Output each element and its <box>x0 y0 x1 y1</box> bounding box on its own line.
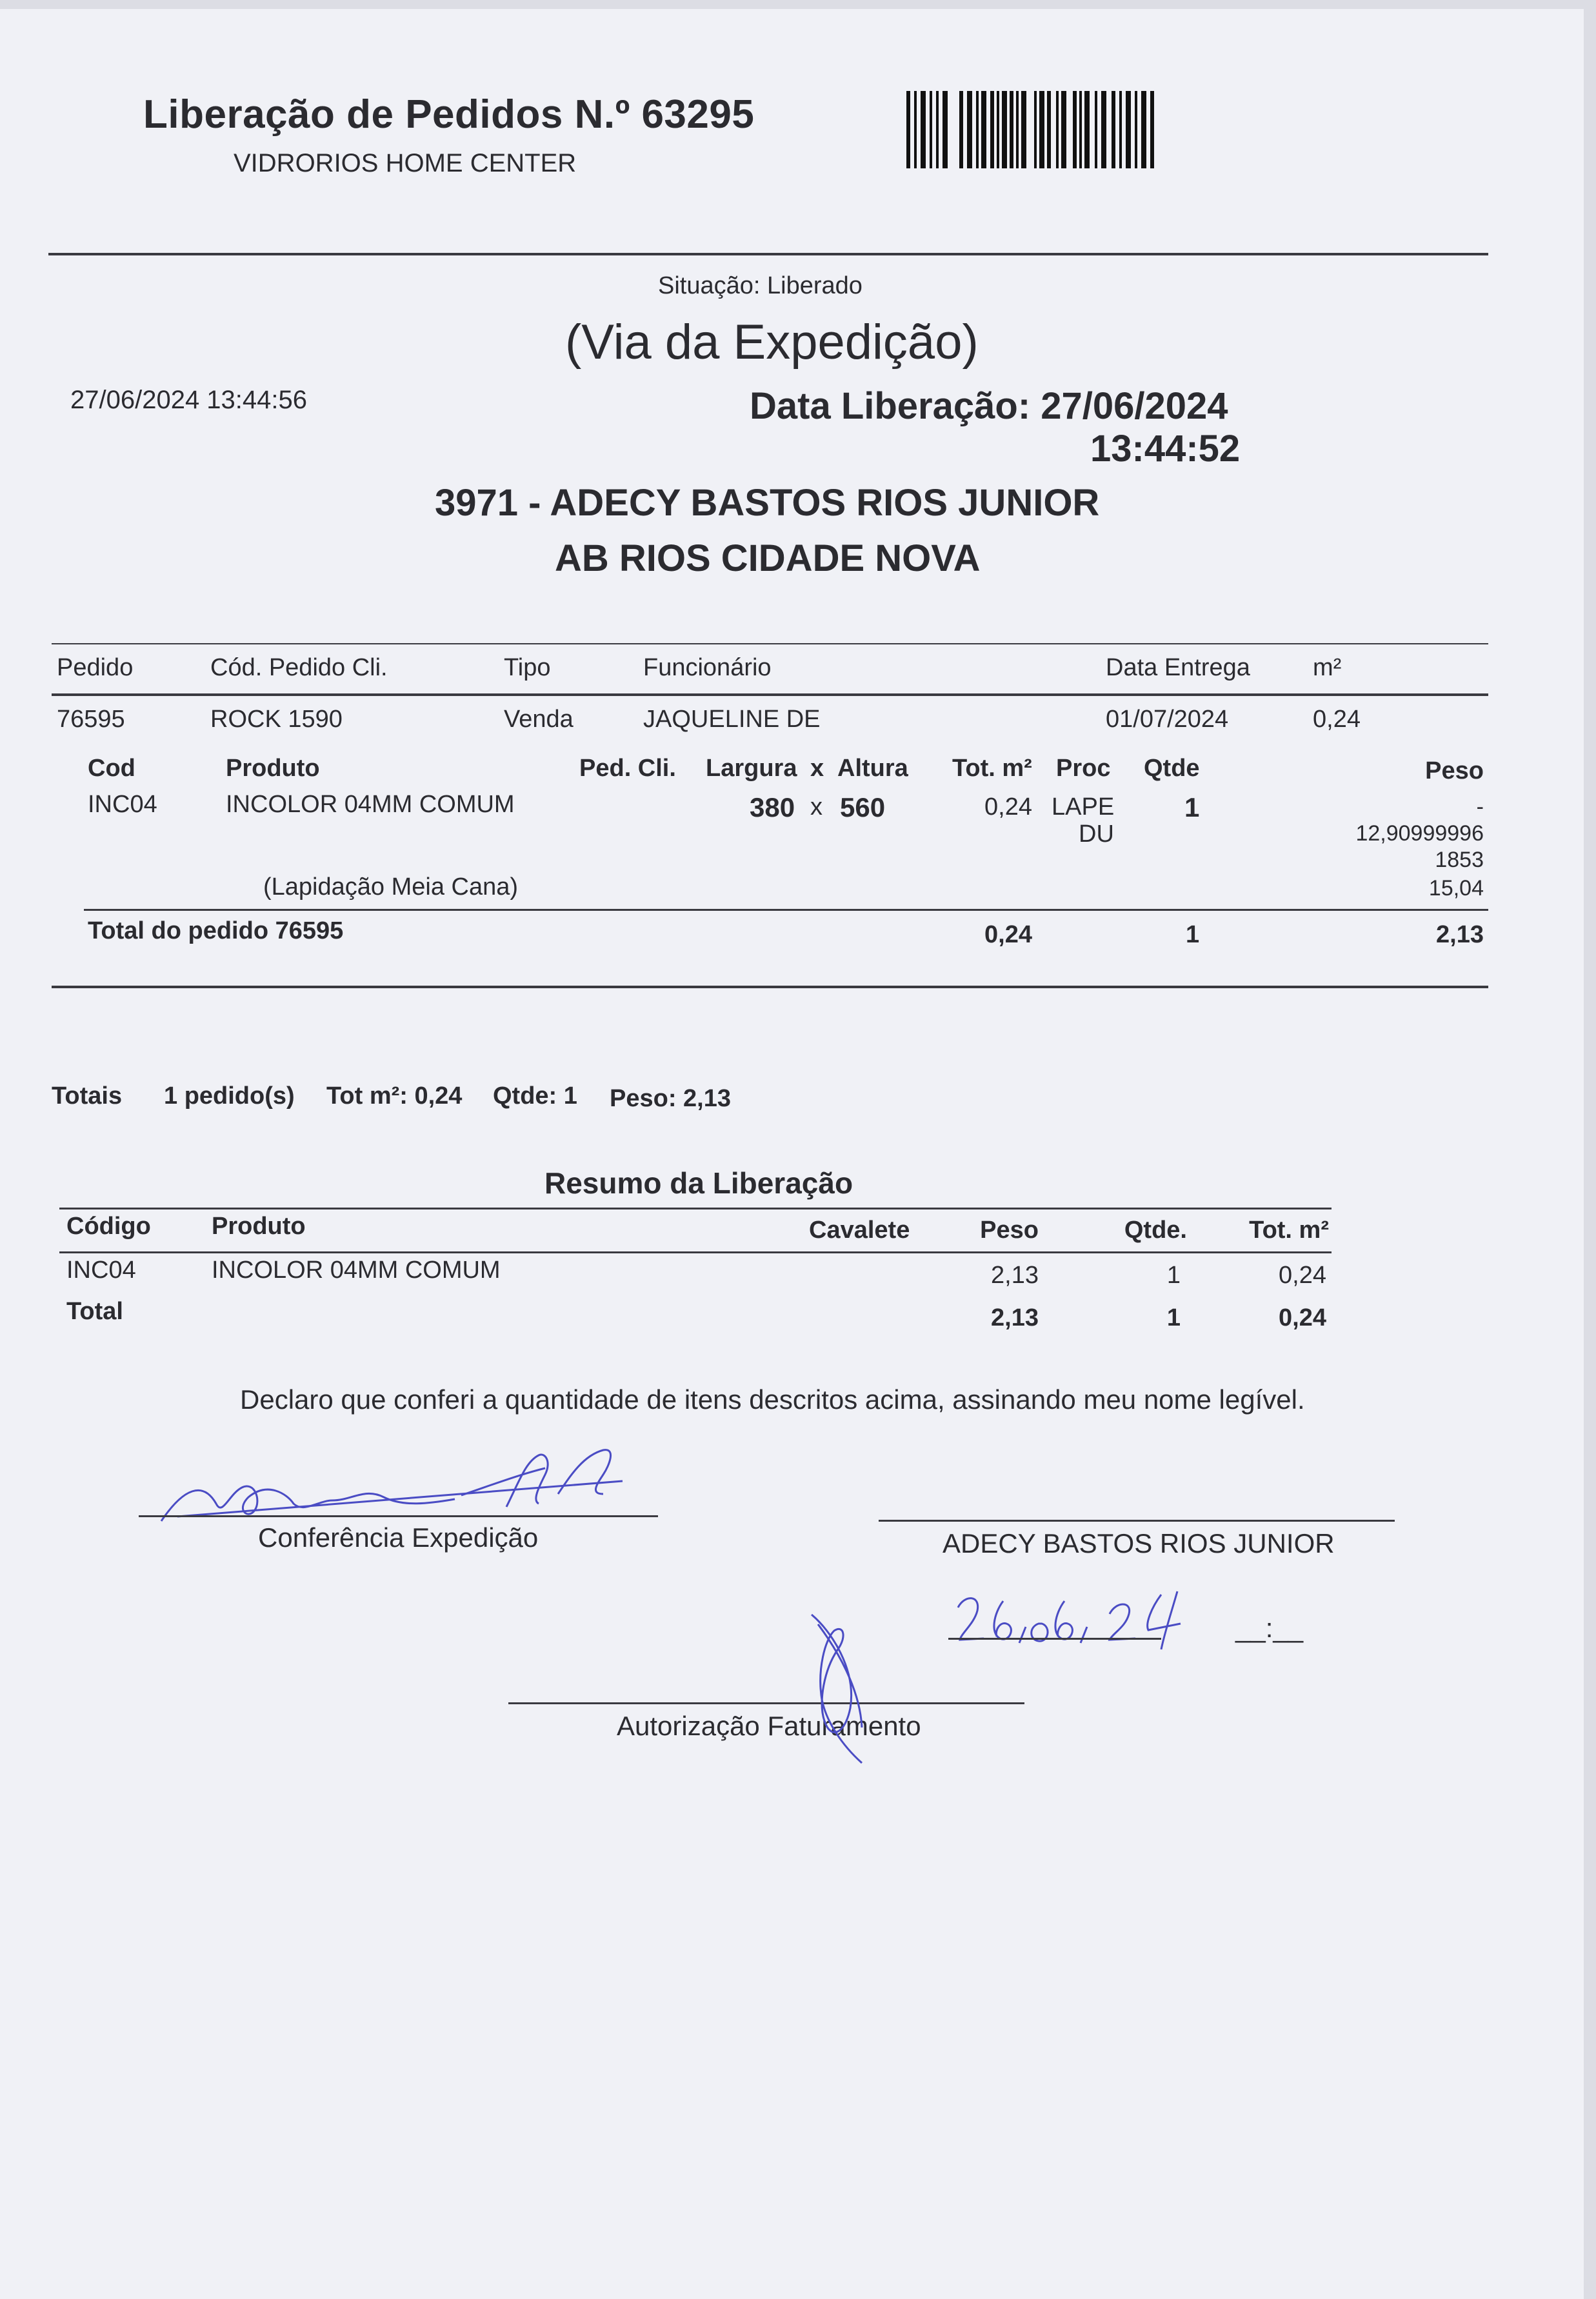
item-produto: INCOLOR 04MM COMUM <box>226 791 515 818</box>
total-pedido-peso: 2,13 <box>1436 921 1484 948</box>
client-store: AB RIOS CIDADE NOVA <box>555 537 981 579</box>
item-largura: 380 <box>750 792 795 822</box>
item-proc-line2: DU <box>1079 821 1114 848</box>
header-divider <box>48 253 1488 255</box>
total-pedido-label: Total do pedido 76595 <box>88 917 344 944</box>
data-liberacao: Data Liberação: 27/06/2024 <box>750 385 1228 427</box>
resumo-col-codigo: Código <box>66 1213 151 1240</box>
totais-qtde: Qtde: 1 <box>493 1082 577 1110</box>
autorizacao-line <box>508 1702 1024 1704</box>
print-datetime: 27/06/2024 13:44:56 <box>70 386 308 414</box>
totais-peso: Peso: 2,13 <box>610 1085 731 1112</box>
item-proc-line1: LAPE <box>1052 793 1115 821</box>
totais-pedidos: 1 pedido(s) <box>164 1082 295 1110</box>
item-cod: INC04 <box>88 791 157 818</box>
col-produto: Produto <box>226 755 320 782</box>
barcode <box>906 91 1158 168</box>
item-qtde: 1 <box>1184 792 1200 822</box>
col-tot-m2: Tot. m² <box>952 755 1032 782</box>
order-table-top-line <box>52 643 1488 644</box>
order-table-header-line <box>52 693 1488 696</box>
autorizacao-signature <box>805 1611 870 1766</box>
order-tipo: Venda <box>504 706 574 733</box>
resumo-col-produto: Produto <box>212 1213 306 1240</box>
col-cod-pedido-cli: Cód. Pedido Cli. <box>210 654 388 681</box>
item-peso-line4: 15,04 <box>1428 876 1484 901</box>
section-divider <box>52 986 1488 988</box>
col-peso: Peso <box>1425 757 1484 784</box>
order-cod-pedido-cli: ROCK 1590 <box>210 706 343 733</box>
conferencia-signature <box>158 1449 629 1526</box>
resumo-produto: INCOLOR 04MM COMUM <box>212 1257 501 1284</box>
date-time-blank: __:__ <box>1235 1613 1304 1643</box>
col-m2: m² <box>1313 654 1342 681</box>
resumo-codigo: INC04 <box>66 1257 136 1284</box>
resumo-qtde: 1 <box>1166 1262 1181 1289</box>
total-pedido-m2: 0,24 <box>984 921 1032 948</box>
col-data-entrega: Data Entrega <box>1106 654 1250 681</box>
conferencia-line <box>139 1515 658 1517</box>
col-proc: Proc <box>1056 755 1111 782</box>
resumo-col-tot-m2: Tot. m² <box>1249 1217 1329 1244</box>
via-label: (Via da Expedição) <box>565 315 979 370</box>
resumo-total-qtde: 1 <box>1166 1304 1181 1331</box>
totais-label: Totais <box>52 1082 123 1110</box>
col-altura: Altura <box>837 755 908 782</box>
document-page <box>0 9 1584 2299</box>
col-funcionario: Funcionário <box>643 654 772 681</box>
col-tipo: Tipo <box>504 654 551 681</box>
resumo-col-peso: Peso <box>980 1217 1039 1244</box>
client-name: 3971 - ADECY BASTOS RIOS JUNIOR <box>435 482 1100 524</box>
order-funcionario: JAQUELINE DE <box>643 706 821 733</box>
autorizacao-label: Autorização Faturamento <box>617 1711 921 1741</box>
conferencia-label: Conferência Expedição <box>258 1522 539 1553</box>
resumo-col-qtde: Qtde. <box>1124 1217 1187 1244</box>
item-peso-line3: 1853 <box>1435 848 1484 872</box>
company-name: VIDRORIOS HOME CENTER <box>234 149 577 177</box>
data-liberacao-time: 13:44:52 <box>1090 428 1241 470</box>
item-tot-m2: 0,24 <box>984 793 1032 821</box>
resumo-title: Resumo da Liberação <box>544 1166 853 1200</box>
item-peso-line2: 12,90999996 <box>1355 821 1484 846</box>
situacao-label: Situação: Liberado <box>658 272 863 299</box>
col-cod: Cod <box>88 755 135 782</box>
totais-tot-m2: Tot m²: 0,24 <box>326 1082 463 1110</box>
item-note: (Lapidação Meia Cana) <box>263 873 519 901</box>
date-underline <box>948 1607 1161 1640</box>
item-altura: 560 <box>840 792 886 822</box>
col-ped-cli: Ped. Cli. <box>579 755 676 782</box>
declaration-text: Declaro que conferi a quantidade de itens descritos acima, assinando meu nome legível. <box>240 1384 1305 1415</box>
resumo-header-line <box>59 1251 1332 1253</box>
client-signature-line <box>879 1520 1395 1522</box>
document-title: Liberação de Pedidos N.º 63295 <box>143 92 755 137</box>
total-pedido-qtde: 1 <box>1186 921 1200 948</box>
resumo-tot-m2: 0,24 <box>1279 1262 1326 1289</box>
items-total-line <box>84 909 1488 911</box>
resumo-top-line <box>59 1208 1332 1209</box>
order-m2: 0,24 <box>1313 706 1361 733</box>
col-qtde: Qtde <box>1144 755 1200 782</box>
order-pedido: 76595 <box>57 706 125 733</box>
item-peso-line1: - <box>1476 795 1484 819</box>
resumo-total-label: Total <box>66 1298 123 1325</box>
resumo-total-tot-m2: 0,24 <box>1279 1304 1326 1331</box>
resumo-total-peso: 2,13 <box>991 1304 1039 1331</box>
col-x: x <box>810 755 824 782</box>
resumo-peso: 2,13 <box>991 1262 1039 1289</box>
item-x: x <box>810 793 823 821</box>
order-data-entrega: 01/07/2024 <box>1106 706 1229 733</box>
col-pedido: Pedido <box>57 654 134 681</box>
client-signature-name: ADECY BASTOS RIOS JUNIOR <box>943 1528 1335 1558</box>
resumo-col-cavalete: Cavalete <box>809 1217 910 1244</box>
col-largura: Largura <box>706 755 797 782</box>
